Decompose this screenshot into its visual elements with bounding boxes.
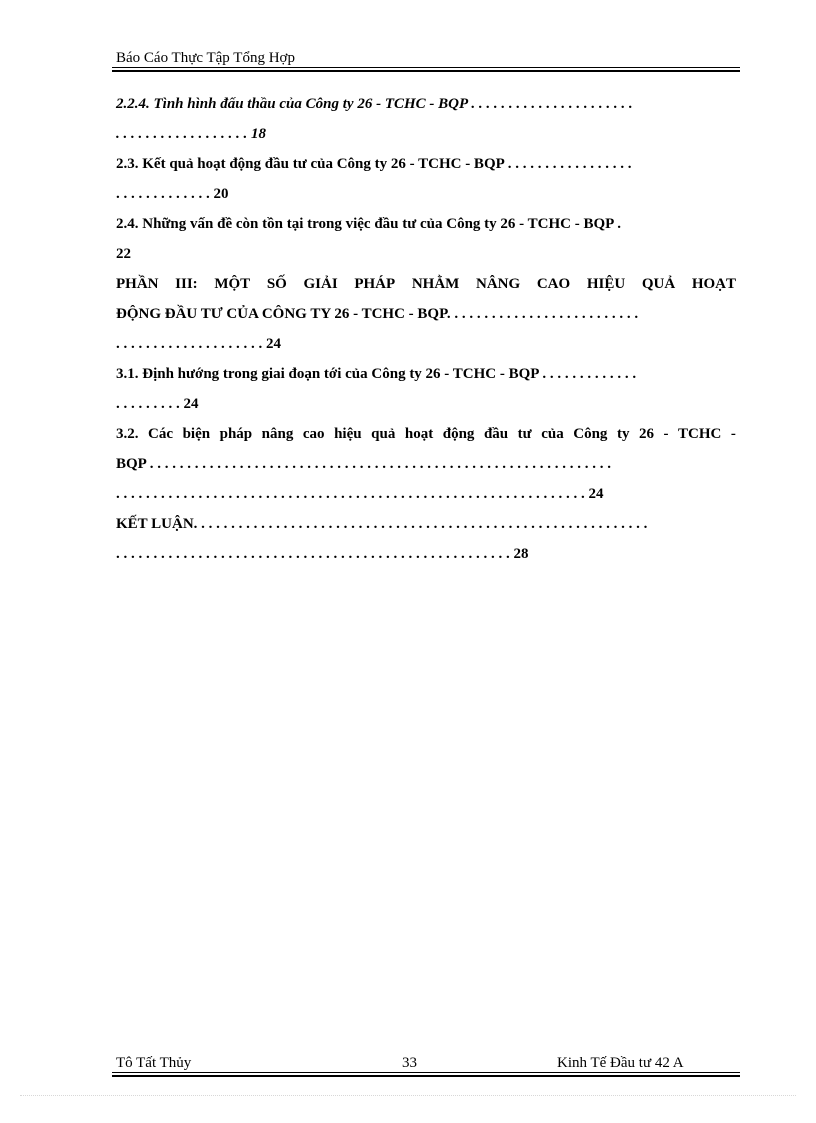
footer-page-number: 33 <box>402 1055 417 1071</box>
toc-leader: . . . . . . . . . . . . . . . . . . <box>116 126 248 142</box>
toc-word: biện <box>182 426 211 442</box>
toc-entry-3-2-cont2 <box>116 486 604 503</box>
toc-page-number: 24 <box>183 396 199 412</box>
toc-entry-title: 2.4. Những vấn đề còn tồn tại trong việc đầu tư của Công ty 26 - TCHC - BQP . <box>116 216 621 232</box>
toc-leader: . . . . . . . . . <box>116 396 180 412</box>
toc-entry-3-1[interactable] <box>116 366 636 383</box>
toc-leader: . . . . . . . . . . . . . . . . . . . . . . . . . <box>450 306 639 322</box>
toc-word: CAO <box>536 276 571 292</box>
toc-word: HOẠT <box>691 276 736 292</box>
toc-entry-2-3[interactable] <box>116 156 631 173</box>
toc-entry-3-2[interactable] <box>116 426 736 443</box>
footer-author: Tô Tất Thủy <box>116 1055 192 1071</box>
toc-leader: . . . . . . . . . . . . . . . . . . . . . . . . . . . . . . . . . . . . . . . . . . . . . . . . . . . . . <box>116 546 510 562</box>
toc-word: 3.2. <box>116 426 139 442</box>
toc-page-number: 18 <box>251 126 266 142</box>
toc-word: - <box>730 426 736 442</box>
toc-word: nâng <box>261 426 294 442</box>
toc-word: động <box>442 426 475 442</box>
toc-page-number: 24 <box>588 486 604 502</box>
toc-entry-title: ĐỘNG ĐẦU TƯ CỦA CÔNG TY 26 - TCHC - BQP. <box>116 306 451 322</box>
toc-word: 26 <box>638 426 654 442</box>
toc-word: PHÁP <box>354 276 396 292</box>
toc-entry-conclusion[interactable] <box>116 516 647 533</box>
toc-entry-2-3-cont <box>116 186 229 203</box>
toc-word: của <box>541 426 564 442</box>
header-title: Báo Cáo Thực Tập Tổng Hợp <box>116 50 295 66</box>
footer-rule-thick <box>112 1075 740 1077</box>
toc-word: III: <box>175 276 198 292</box>
toc-word: tư <box>517 426 532 442</box>
toc-word: đầu <box>483 426 509 442</box>
toc-word: QUẢ <box>641 276 676 292</box>
toc-word: cao <box>302 426 325 442</box>
toc-page-number: 28 <box>513 546 529 562</box>
footer-class-name: Kinh Tế Đầu tư 42 A <box>557 1055 684 1071</box>
toc-leader: . . . . . . . . . . . . . <box>538 366 637 382</box>
toc-leader: . . . . . . . . . . . . . . . . . . . . . . . . . . . . . . . . . . . . . . . . . . . . . . . . . . . . . . . . . . . . . . . <box>116 486 585 502</box>
toc-word: hiệu <box>334 426 362 442</box>
toc-leader: . . . . . . . . . . . . . . . . . <box>503 156 632 172</box>
toc-entry-3-2-cont <box>116 456 611 473</box>
toc-leader: . . . . . . . . . . . . . . . . . . . . . . <box>467 96 633 112</box>
toc-entry-title: KẾT LUẬN. <box>116 516 198 532</box>
toc-leader: . . . . . . . . . . . . . . . . . . . . . . . . . . . . . . . . . . . . . . . . . . . . . . . . . . . . . . . . . . . . . . <box>146 456 612 472</box>
toc-entry-title: BQP <box>116 456 147 472</box>
toc-leader: . . . . . . . . . . . . . <box>116 186 210 202</box>
toc-page-number: 20 <box>213 186 229 202</box>
toc-page-number: 22 <box>116 246 131 262</box>
toc-entry-2-2-4[interactable] <box>116 96 633 113</box>
toc-word: TCHC <box>678 426 722 442</box>
footer-rule-thin <box>112 1072 740 1073</box>
toc-word: GIẢI <box>303 276 338 292</box>
toc-entry-part-3-cont <box>116 306 638 323</box>
toc-leader: . . . . . . . . . . . . . . . . . . . . . . . . . . . . . . . . . . . . . . . . . . . . . . . . . . . . . . . . . . . . <box>197 516 648 532</box>
toc-word: - <box>663 426 669 442</box>
toc-entry-2-4-cont <box>116 246 131 263</box>
toc-entry-2-2-4-cont <box>116 126 266 143</box>
toc-entry-part-3[interactable] <box>116 276 736 293</box>
toc-word: Các <box>148 426 174 442</box>
toc-entry-conclusion-cont <box>116 546 529 563</box>
toc-entry-part-3-cont2 <box>116 336 281 353</box>
toc-word: PHẦN <box>116 276 159 292</box>
toc-leader: . . . . . . . . . . . . . . . . . . . . <box>116 336 263 352</box>
toc-entry-2-4[interactable] <box>116 216 621 233</box>
header-rule-thin <box>112 67 740 68</box>
toc-word: SỐ <box>266 276 287 292</box>
toc-word: ty <box>616 426 630 442</box>
toc-word: pháp <box>219 426 253 442</box>
toc-entry-title: 2.3. Kết quả hoạt động đầu tư của Công ty 26 - TCHC - BQP <box>116 156 504 172</box>
toc-entry-title: 2.2.4. Tình hình đấu thầu của Công ty 26 - TCHC - BQP <box>116 96 468 112</box>
toc-word: HIỆU <box>586 276 626 292</box>
page-bottom-dotted-line <box>20 1095 796 1096</box>
toc-word: quả <box>371 426 396 442</box>
toc-entry-title: 3.1. Định hướng trong giai đoạn tới của Công ty 26 - TCHC - BQP <box>116 366 539 382</box>
toc-word: NÂNG <box>475 276 521 292</box>
toc-word: NHẰM <box>411 276 460 292</box>
toc-word: hoạt <box>404 426 434 442</box>
toc-page-number: 24 <box>266 336 281 352</box>
toc-entry-3-1-cont <box>116 396 199 413</box>
toc-word: MỘT <box>214 276 251 292</box>
header-rule-thick <box>112 70 740 72</box>
toc-word: Công <box>573 426 608 442</box>
